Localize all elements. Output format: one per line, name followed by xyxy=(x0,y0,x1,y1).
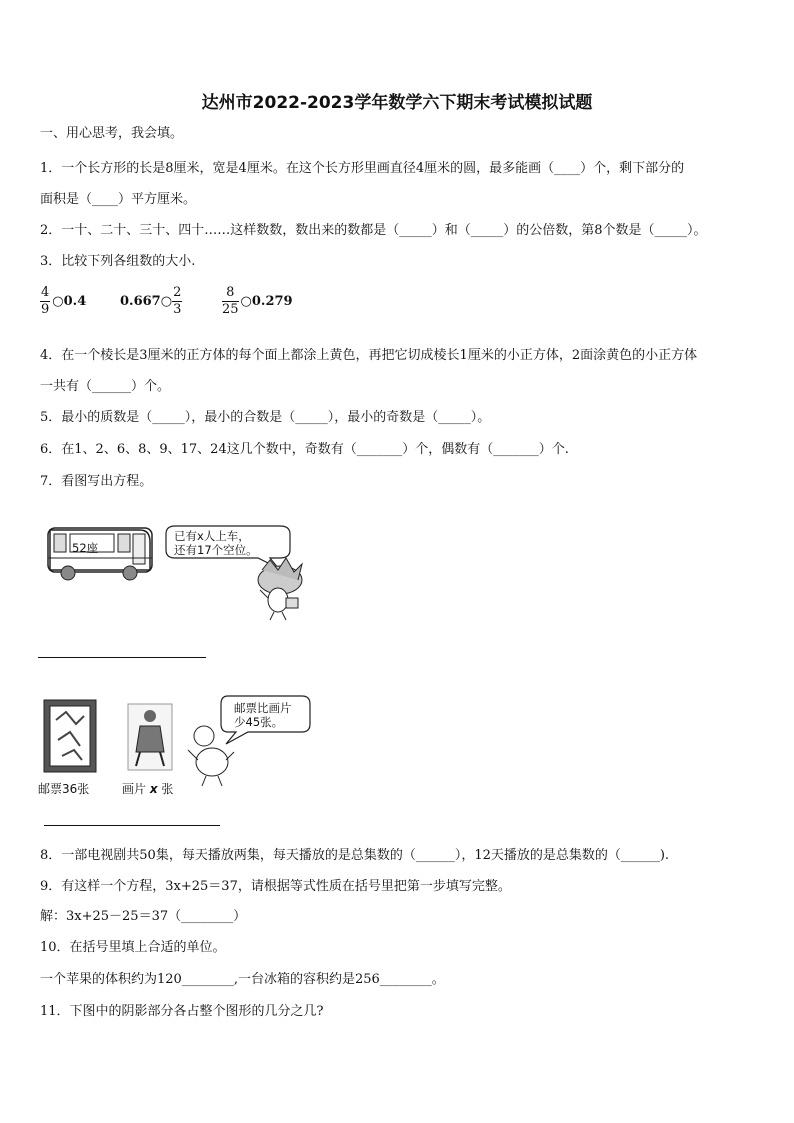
page-title: 达州市2022-2023学年数学六下期末考试模拟试题 xyxy=(201,93,593,113)
section-heading: 一、用心思考，我会填。 xyxy=(40,126,184,141)
bubble-text-line-1: 邮票比画片 xyxy=(234,701,292,715)
question-2: 2．一十、二十、三十、四十……这样数数，数出来的数都是（_____）和（_____）的公倍数，第8个数是（_____）。 xyxy=(40,223,707,238)
bubble-text-line-2: 少45张。 xyxy=(234,715,284,729)
fraction: $\frac{2}{3}$ xyxy=(173,285,182,317)
compare-item-3: $\frac{8}{25}$ ○0.279 xyxy=(222,285,293,317)
answer-line xyxy=(44,825,220,826)
fraction: $\frac{8}{25}$ xyxy=(222,285,239,317)
question-6: 6．在1、2、6、8、9、17、24这几个数中，奇数有（_______）个，偶数有（_______）个. xyxy=(40,442,569,457)
question-9: 9．有这样一个方程，3x+25＝37，请根据等式性质在括号里把第一步填写完整。 xyxy=(40,879,511,894)
figure-bus xyxy=(40,520,330,625)
bubble-text-line-2: 还有17个空位。 xyxy=(174,543,258,557)
question-11: 11．下图中的阴影部分各占整个图形的几分之几? xyxy=(40,1004,324,1019)
answer-line xyxy=(38,657,206,658)
question-5: 5．最小的质数是（_____），最小的合数是（_____），最小的奇数是（_____）。 xyxy=(40,410,491,425)
question-1-line-2: 面积是（____）平方厘米。 xyxy=(40,192,197,207)
question-4-line-1: 4．在一个棱长是3厘米的正方体的每个面上都涂上黄色，再把它切成棱长1厘米的小正方体，2面涂黄色的小正方体 xyxy=(40,348,698,363)
compare-item-2: 0.667○ $\frac{2}{3}$ xyxy=(120,285,182,317)
question-10: 10．在括号里填上合适的单位。 xyxy=(40,940,226,955)
question-3: 3．比较下列各组数的大小. xyxy=(40,254,196,269)
question-8: 8．一部电视剧共50集，每天播放两集，每天播放的是总集数的（______），12天播放的是总集数的（______). xyxy=(40,848,670,863)
bubble-text-line-1: 已有x人上车， xyxy=(174,529,250,543)
figure-stamps xyxy=(36,690,326,800)
question-4-line-2: 一共有（______）个。 xyxy=(40,379,171,394)
question-10-line: 一个苹果的体积约为120________,一台冰箱的容积约是256________。 xyxy=(40,972,445,987)
bus-seat-label: 52座 xyxy=(72,541,99,555)
card-caption: 画片 x 张 xyxy=(122,782,174,796)
question-7: 7．看图写出方程。 xyxy=(40,474,153,489)
compare-item-1: $\frac{4}{9}$ ○0.4 xyxy=(41,285,87,317)
fraction: $\frac{4}{9}$ xyxy=(41,285,50,317)
question-1-line-1: 1．一个长方形的长是8厘米，宽是4厘米。在这个长方形里画直径4厘米的圆，最多能画（____）个，剩下部分的 xyxy=(40,161,685,176)
question-9-solution: 解：3x+25－25＝37（________） xyxy=(40,909,247,924)
stamp-caption: 邮票36张 xyxy=(38,782,90,796)
